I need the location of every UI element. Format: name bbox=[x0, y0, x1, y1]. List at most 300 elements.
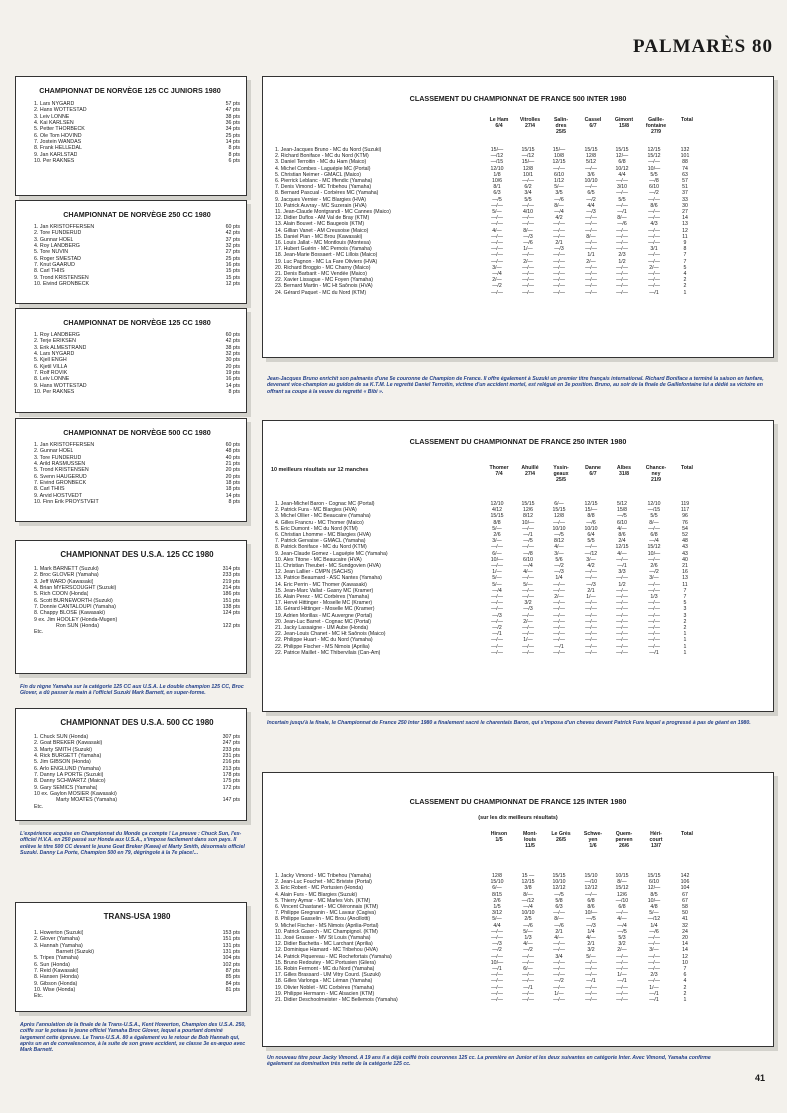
rider-cell: 3. Michel Ollier - MC Beaucaire (Yamaha) bbox=[275, 513, 371, 520]
score-cell: —/— bbox=[491, 233, 503, 240]
score-cell: 8/— bbox=[554, 202, 564, 209]
rider-cell: 10. Patrick Gasoch - MC Champignol. (KTM) bbox=[275, 928, 378, 935]
rider-cell: 15. Bruno Redoutey - MC Portusien (Gilera) bbox=[275, 959, 376, 966]
score-cell: —/— bbox=[585, 972, 597, 979]
caption-france-250: Incertain jusqu'à la finale, le Championnat de France 250 Inter 1980 a finalement sacré le charentais Baron, qui s'imposa d'un cheveu devant Patrick Fura lequel a progressé à pas de géant en 1980. bbox=[267, 720, 751, 726]
rider-name: 6. Scott BURNEWORTH (Suzuki) bbox=[34, 597, 113, 604]
points: 32 pts bbox=[225, 243, 240, 250]
points: 147 pts bbox=[222, 797, 240, 804]
score-cell: —/— bbox=[585, 600, 597, 607]
rider-name: 5. Rich COON (Honda) bbox=[34, 591, 89, 598]
score-cell: 1/4 bbox=[555, 575, 563, 582]
score-cell: 5/— bbox=[649, 910, 659, 917]
score-cell: —/— bbox=[491, 935, 503, 942]
score-cell: —/— bbox=[648, 935, 660, 942]
score-cell: —/— bbox=[648, 959, 660, 966]
score-cell: 3/— bbox=[492, 264, 502, 271]
score-cell: 1/3 bbox=[524, 935, 532, 942]
score-cell: —/2 bbox=[492, 625, 502, 632]
score-cell: —/4 bbox=[617, 922, 627, 929]
rider-cell: 7. Denis Vimond - MC Tribehou (Yamaha) bbox=[275, 184, 372, 191]
score-cell: —/— bbox=[491, 289, 503, 296]
total-cell: 101 bbox=[680, 153, 690, 160]
box-title: CLASSEMENT DU CHAMPIONNAT DE FRANCE 250 INTER 1980 bbox=[409, 437, 627, 446]
score-cell: —/4 bbox=[492, 587, 502, 594]
rider-name: 7. Rolf ROVIK bbox=[34, 370, 68, 377]
score-cell: 2/3 bbox=[618, 252, 626, 259]
score-cell: 2/— bbox=[617, 947, 627, 954]
score-cell: —/— bbox=[585, 649, 597, 656]
score-cell: 8/12 bbox=[522, 513, 534, 520]
rider-cell: 18. Gilles Varlonga - MC Léman (Yamaha) bbox=[275, 978, 373, 985]
total-cell: 3 bbox=[683, 612, 687, 619]
points: 124 pts bbox=[222, 610, 240, 617]
list-item bbox=[34, 993, 240, 999]
score-cell: 5/5 bbox=[650, 171, 658, 178]
rider-cell: 5. Christian Neimer - GMACL (Maico) bbox=[275, 171, 361, 178]
score-cell: —/— bbox=[553, 972, 565, 979]
score-cell: 6/4 bbox=[587, 532, 595, 539]
score-cell: 3/6 bbox=[587, 171, 595, 178]
score-cell: —/3 bbox=[492, 612, 502, 619]
total-cell: 2 bbox=[683, 277, 687, 284]
points: 6 pts bbox=[228, 158, 240, 165]
score-cell: —/— bbox=[491, 258, 503, 265]
score-cell: —/— bbox=[522, 978, 534, 985]
score-cell: —/— bbox=[553, 258, 565, 265]
rider-cell: 8. Bernard Pascual - Corbères MC (Yamaha) bbox=[275, 190, 379, 197]
score-cell: 4/4 bbox=[618, 171, 626, 178]
rider-name: 5. Tripes (Yamaha) bbox=[34, 955, 79, 962]
score-cell: —/1 bbox=[492, 631, 502, 638]
score-cell: —/— bbox=[648, 196, 660, 203]
score-cell: 4/— bbox=[523, 569, 533, 576]
total-cell: 58 bbox=[682, 904, 688, 911]
rider-name: 3. Erik ALMESTRAND bbox=[34, 344, 87, 351]
score-cell: —/— bbox=[553, 966, 565, 973]
score-cell: —/— bbox=[491, 544, 503, 551]
score-cell: —/— bbox=[585, 625, 597, 632]
score-cell: 6/8 bbox=[650, 532, 658, 539]
score-cell: —/— bbox=[585, 891, 597, 898]
score-cell: 8/— bbox=[617, 879, 627, 886]
score-cell: —/— bbox=[491, 600, 503, 607]
score-cell: 6/2 bbox=[524, 184, 532, 191]
score-cell: —/— bbox=[585, 240, 597, 247]
points: 18 pts bbox=[225, 480, 240, 487]
table-subtitle: (sur les dix meilleurs résultats) bbox=[478, 815, 558, 821]
page-number: 41 bbox=[754, 1073, 765, 1083]
rider-name: 5. Kjell ENGH bbox=[34, 357, 67, 364]
score-cell: 6/10 bbox=[522, 556, 534, 563]
score-cell: 5/— bbox=[492, 581, 502, 588]
score-cell: 5/— bbox=[492, 209, 502, 216]
points: 151 pts bbox=[222, 597, 240, 604]
rider-name: 4. Kai KARLSEN bbox=[34, 120, 74, 127]
score-cell: 4/— bbox=[617, 525, 627, 532]
score-cell: —/— bbox=[491, 594, 503, 601]
standings-list bbox=[34, 101, 240, 164]
points: 172 pts bbox=[222, 784, 240, 791]
total-cell: 48 bbox=[682, 538, 688, 545]
rider-cell: 20. Jean-Luc Barret - Cognac MC (Portal) bbox=[275, 618, 372, 625]
score-cell: 2/6 bbox=[650, 563, 658, 570]
score-cell: —/— bbox=[553, 252, 565, 259]
score-cell: —/— bbox=[648, 953, 660, 960]
score-cell: —/— bbox=[648, 600, 660, 607]
rider-cell: 13. Patrice Beaumard - ASC Nantes (Yamaha) bbox=[275, 575, 382, 582]
score-cell: 2/— bbox=[554, 594, 564, 601]
rider-cell: 23. Bernard Martin - MC Ht Saônois (HVA) bbox=[275, 283, 373, 290]
points: 104 pts bbox=[222, 955, 240, 962]
column-header: Schwe- yen 1/6 bbox=[583, 831, 603, 850]
rider-cell: 18. Jean-Marie Bossaert - MC Lillois (Maico) bbox=[275, 252, 378, 259]
score-cell: —/— bbox=[585, 227, 597, 234]
total-cell: 50 bbox=[682, 910, 688, 917]
rider-cell: 16. Robin Fermont - MC du Nord (Yamaha) bbox=[275, 966, 375, 973]
score-cell: 3/4 bbox=[524, 190, 532, 197]
rider-name: 5. Tore NUVIN bbox=[34, 249, 69, 256]
score-cell: 8/6 bbox=[650, 202, 658, 209]
score-cell: —/— bbox=[585, 264, 597, 271]
standings-list bbox=[34, 332, 240, 395]
score-cell: 12/15 bbox=[647, 147, 661, 153]
score-cell: —/— bbox=[585, 631, 597, 638]
score-cell: —/1 bbox=[492, 966, 502, 973]
score-cell: —/— bbox=[522, 221, 534, 228]
score-cell: —/— bbox=[553, 612, 565, 619]
score-cell: —/— bbox=[553, 618, 565, 625]
score-cell: —/12 bbox=[521, 153, 535, 160]
score-cell: 12/10 bbox=[490, 165, 504, 172]
standings-list bbox=[34, 224, 240, 287]
score-cell: —/1 bbox=[617, 209, 627, 216]
score-cell: 8/15 bbox=[491, 891, 503, 898]
score-cell: 2/— bbox=[492, 277, 502, 284]
points: 219 pts bbox=[222, 578, 240, 585]
score-cell: 2/— bbox=[649, 264, 659, 271]
rider-name: 5. Petter THORBECK bbox=[34, 126, 85, 133]
points: 131 pts bbox=[222, 942, 240, 949]
rider-cell: 9. Michel Fischer - MS Nimois (Aprilia-Portal) bbox=[275, 922, 379, 929]
score-cell: —/— bbox=[553, 649, 565, 656]
total-cell: 24 bbox=[682, 928, 688, 935]
box-title: CHAMPIONNAT DE NORVÈGE 125 CC JUNIORS 1980 bbox=[39, 86, 221, 95]
rider-name: 5. Trond KRISTENSEN bbox=[34, 467, 89, 474]
score-cell: 1/— bbox=[554, 990, 564, 997]
score-cell: 10/— bbox=[647, 550, 661, 557]
score-cell: —/— bbox=[616, 990, 628, 997]
rider-name: 1. Howerton (Suzuki) bbox=[34, 930, 84, 936]
rider-cell: 12. Jean Lallier - CMPN (SACHS) bbox=[275, 569, 353, 576]
points: 231 pts bbox=[222, 753, 240, 760]
standings-box-norway-125 bbox=[15, 308, 247, 413]
score-cell: 6/5 bbox=[587, 190, 595, 197]
rider-name: 3. Jeff WARD (Kawasaki) bbox=[34, 578, 94, 585]
score-cell: 3/— bbox=[649, 947, 659, 954]
score-cell: 6/3 bbox=[493, 190, 501, 197]
score-cell: 5/3 bbox=[618, 935, 626, 942]
rider-name: 10. Wise (Honda) bbox=[34, 987, 76, 994]
score-cell: 12/8 bbox=[585, 153, 597, 160]
rider-name: 7. Donnie CANTALOUPI (Yamaha) bbox=[34, 604, 116, 611]
rider-name: 10. Eivind GRONBECK bbox=[34, 281, 90, 288]
score-cell: 2/6 bbox=[493, 532, 501, 539]
score-cell: —/— bbox=[522, 649, 534, 656]
score-cell: —/2 bbox=[492, 947, 502, 954]
score-cell: —/— bbox=[553, 984, 565, 991]
score-cell: —/10 bbox=[584, 879, 598, 886]
rider-cell: 2. Jean-Luc Fouchet - MC Briviste (Portal) bbox=[275, 879, 372, 886]
rider-cell: 1. Jean-Jacques Bruno - MC du Nord (Suzuki) bbox=[275, 147, 382, 153]
score-cell: —/— bbox=[522, 215, 534, 222]
score-cell: 3/2 bbox=[524, 600, 532, 607]
list-item bbox=[34, 281, 240, 287]
rider-cell: 9. Jacques Vernier - MC Blargies (HVA) bbox=[275, 196, 367, 203]
score-cell: —/4 bbox=[492, 271, 502, 278]
score-cell: 4/4 bbox=[493, 922, 501, 929]
points: 60 pts bbox=[225, 224, 240, 230]
score-cell: —/— bbox=[616, 289, 628, 296]
score-cell: —/— bbox=[491, 984, 503, 991]
score-cell: 15/— bbox=[552, 147, 566, 153]
total-cell: 119 bbox=[680, 501, 690, 507]
score-cell: —/— bbox=[616, 178, 628, 185]
score-cell: —/— bbox=[553, 947, 565, 954]
score-cell: —/— bbox=[616, 997, 628, 1004]
score-cell: —/— bbox=[648, 637, 660, 644]
score-cell: —/— bbox=[553, 587, 565, 594]
score-cell: —/— bbox=[491, 972, 503, 979]
score-cell: —/— bbox=[648, 215, 660, 222]
total-cell: 88 bbox=[682, 159, 688, 166]
results-table bbox=[275, 873, 699, 1003]
score-cell: —/— bbox=[648, 209, 660, 216]
points: 186 pts bbox=[222, 591, 240, 598]
rider-name: 2. Glover (Yamaha) bbox=[34, 936, 80, 943]
table-row bbox=[275, 290, 699, 296]
score-cell: —/— bbox=[616, 600, 628, 607]
score-cell: 15/10 bbox=[490, 879, 504, 886]
score-cell: 4/4 bbox=[587, 202, 595, 209]
score-cell: 15/12 bbox=[647, 153, 661, 160]
score-cell: —/3 bbox=[554, 246, 564, 253]
score-cell: —/2 bbox=[523, 947, 533, 954]
score-cell: —/— bbox=[585, 997, 597, 1004]
score-cell: —/— bbox=[585, 165, 597, 172]
score-cell: —/— bbox=[491, 240, 503, 247]
score-cell: —/— bbox=[616, 246, 628, 253]
score-cell: 10/10 bbox=[552, 879, 566, 886]
rider-name: 3. Tore FUNDERUD bbox=[34, 454, 82, 461]
total-cell: 1 bbox=[683, 649, 687, 656]
rider-cell: 19. Philippe Hermann - MC Alsacien (KTM) bbox=[275, 990, 375, 997]
score-cell: 10/— bbox=[490, 959, 504, 966]
score-cell: 10/— bbox=[647, 165, 661, 172]
score-cell: —/12 bbox=[521, 897, 535, 904]
rider-cell: 10. Patrick Auvray - MC Suzerain (HVA) bbox=[275, 202, 367, 209]
points: 27 pts bbox=[225, 249, 240, 256]
score-cell: 15/12 bbox=[615, 885, 629, 892]
rider-name: 2. Goat BREKER (Kawasaki) bbox=[34, 740, 103, 747]
points: 20 pts bbox=[225, 363, 240, 370]
score-cell: 5/— bbox=[492, 916, 502, 923]
score-cell: —/— bbox=[585, 612, 597, 619]
score-cell: —/— bbox=[522, 264, 534, 271]
score-cell: 15/15 bbox=[490, 513, 504, 520]
rider-name: 6. Ole Tom HOVIND bbox=[34, 132, 82, 139]
score-cell: 15/12 bbox=[647, 544, 661, 551]
rider-name: Barnett (Suzuki) bbox=[56, 949, 94, 956]
table-box-france-250 bbox=[262, 420, 774, 712]
points: 60 pts bbox=[225, 442, 240, 448]
score-cell: 2/6 bbox=[493, 897, 501, 904]
score-cell: 4/— bbox=[523, 941, 533, 948]
score-cell: —/1 bbox=[649, 990, 659, 997]
total-cell: 7 bbox=[683, 966, 687, 973]
score-cell: 1/— bbox=[523, 246, 533, 253]
rider-name: 10. Per RAKNES bbox=[34, 389, 75, 396]
points: 178 pts bbox=[222, 772, 240, 779]
score-cell: —/— bbox=[553, 941, 565, 948]
total-cell: 67 bbox=[682, 891, 688, 898]
score-cell: 12/8 bbox=[553, 513, 565, 520]
score-cell: —/5 bbox=[617, 513, 627, 520]
box-title: TRANS-USA 1980 bbox=[103, 912, 171, 921]
points: 36 pts bbox=[225, 120, 240, 127]
score-cell: —/1 bbox=[649, 289, 659, 296]
score-cell: —/1 bbox=[649, 997, 659, 1004]
score-cell: —/— bbox=[491, 928, 503, 935]
score-cell: 6/10 bbox=[648, 184, 660, 191]
points: 38 pts bbox=[225, 113, 240, 120]
score-cell: —/1 bbox=[554, 643, 564, 650]
rider-cell: 13. Alain Bouvet - MC Baugeois (KTM) bbox=[275, 221, 365, 228]
score-cell: —/— bbox=[616, 271, 628, 278]
score-cell: 8/5 bbox=[650, 891, 658, 898]
points: 15 pts bbox=[225, 274, 240, 281]
score-cell: —/— bbox=[522, 178, 534, 185]
score-cell: —/— bbox=[585, 289, 597, 296]
page-header: PALMARÈS 80 bbox=[633, 36, 773, 57]
score-cell: —/6 bbox=[586, 519, 596, 526]
score-cell: 3/2 bbox=[587, 947, 595, 954]
total-cell: 37 bbox=[682, 190, 688, 197]
score-cell: —/— bbox=[491, 246, 503, 253]
rider-name: 9. Gibson (Honda) bbox=[34, 980, 78, 987]
rider-cell: 5. Thierry Aymar - MC Marles Voh. (KTM) bbox=[275, 897, 371, 904]
table-row bbox=[275, 650, 699, 656]
points: 87 pts bbox=[225, 968, 240, 975]
rider-name: 7. Reid (Kawasaki) bbox=[34, 968, 79, 975]
rider-name: 1. Chuck SUN (Honda) bbox=[34, 734, 89, 740]
score-cell: 6/3 bbox=[555, 904, 563, 911]
score-cell: —/12 bbox=[490, 153, 504, 160]
score-cell: 8/12 bbox=[553, 538, 565, 545]
score-cell: —/— bbox=[522, 953, 534, 960]
score-cell: 1/2 bbox=[618, 258, 626, 265]
standings-box-usa-125 bbox=[15, 540, 247, 674]
score-cell: —/8 bbox=[649, 178, 659, 185]
score-cell: 1/2 bbox=[618, 581, 626, 588]
score-cell: —/— bbox=[648, 233, 660, 240]
score-cell: 1/4 bbox=[587, 928, 595, 935]
standings-box-norway-125-junior bbox=[15, 76, 247, 196]
score-cell: —/— bbox=[553, 600, 565, 607]
score-cell: —/— bbox=[553, 289, 565, 296]
score-cell: 12/15 bbox=[584, 501, 598, 507]
score-cell: 4/2 bbox=[555, 215, 563, 222]
score-cell: —/— bbox=[491, 202, 503, 209]
points: 12 pts bbox=[225, 281, 240, 288]
score-cell: 3/8 bbox=[524, 885, 532, 892]
score-cell: —/5 bbox=[586, 916, 596, 923]
total-cell: 32 bbox=[682, 922, 688, 929]
score-cell: 4/— bbox=[554, 544, 564, 551]
score-cell: 4/— bbox=[554, 935, 564, 942]
total-cell: 12 bbox=[682, 227, 688, 234]
score-cell: 8/— bbox=[586, 233, 596, 240]
score-cell: —/— bbox=[648, 581, 660, 588]
total-cell: 2 bbox=[683, 625, 687, 632]
rider-cell: 17. Hubert Guérin - MC Pernois (Yamaha) bbox=[275, 246, 372, 253]
score-cell: —/— bbox=[616, 277, 628, 284]
total-cell: 4 bbox=[683, 271, 687, 278]
score-cell: 2/1 bbox=[555, 240, 563, 247]
score-cell: 15/15 bbox=[521, 147, 535, 153]
score-cell: 12/10 bbox=[490, 501, 504, 507]
total-cell: 20 bbox=[682, 935, 688, 942]
score-cell: —/— bbox=[553, 264, 565, 271]
score-cell: —/3 bbox=[523, 606, 533, 613]
rider-cell: 20. Richard Broggio - MC Charny (Maico) bbox=[275, 264, 371, 271]
total-cell: 2 bbox=[683, 984, 687, 991]
column-header: Le Ham 6/4 bbox=[489, 117, 509, 130]
score-cell: —/— bbox=[616, 240, 628, 247]
score-cell: —/— bbox=[553, 581, 565, 588]
score-cell: —/6 bbox=[554, 196, 564, 203]
score-cell: 2/4 bbox=[618, 538, 626, 545]
rider-cell: 12. Dominique Hamard - MC Tribehou (HVA) bbox=[275, 947, 378, 954]
total-cell: 117 bbox=[680, 507, 690, 514]
rider-name: 4. Brian MYERSCOUGHT (Suzuki) bbox=[34, 585, 117, 592]
rider-cell: 12. Didier Bachetta - MC Larchant (Aprilia) bbox=[275, 941, 373, 948]
score-cell: —/— bbox=[585, 184, 597, 191]
score-cell: —/— bbox=[522, 643, 534, 650]
score-cell: 1/— bbox=[523, 637, 533, 644]
score-cell: 15/— bbox=[584, 507, 598, 514]
score-cell: 4/8 bbox=[650, 904, 658, 911]
rider-name: 7. Danny LA PORTE (Suzuki) bbox=[34, 772, 104, 779]
score-cell: —/— bbox=[648, 966, 660, 973]
score-cell: 12/8 bbox=[522, 165, 534, 172]
score-cell: 3/1 bbox=[650, 246, 658, 253]
rider-cell: 22. Philippe Huart - MC du Nord (Yamaha) bbox=[275, 637, 373, 644]
score-cell: 12/12 bbox=[552, 885, 566, 892]
points: 307 pts bbox=[222, 734, 240, 740]
score-cell: —/— bbox=[616, 643, 628, 650]
rider-name: 7. Eivind GRONBECK bbox=[34, 480, 87, 487]
score-cell: —/6 bbox=[523, 922, 533, 929]
rider-name: 1. Roy LANDBERG bbox=[34, 332, 80, 338]
score-cell: 12/15 bbox=[521, 879, 535, 886]
score-cell: —/— bbox=[522, 990, 534, 997]
score-cell: 4/— bbox=[617, 916, 627, 923]
score-cell: —/— bbox=[491, 978, 503, 985]
table-box-france-500 bbox=[262, 76, 774, 358]
score-cell: —/— bbox=[616, 594, 628, 601]
rider-cell: 11. José Grasser - MV St Louis (Yamaha) bbox=[275, 935, 371, 942]
